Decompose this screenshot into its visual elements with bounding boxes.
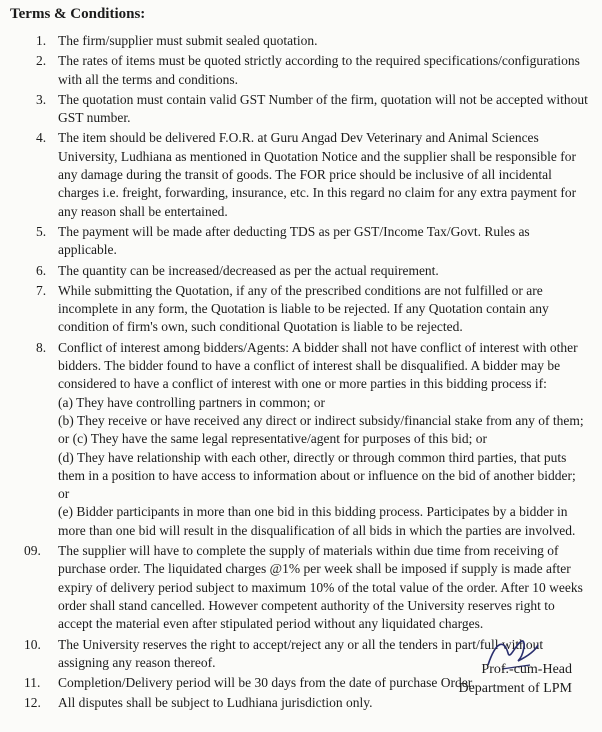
- page-title: Terms & Conditions:: [10, 6, 146, 22]
- item-number: 4.: [36, 130, 47, 146]
- list-item: [0, 282, 602, 337]
- item-number: 2.: [36, 53, 47, 69]
- signatory-title: Prof.-cum-Head: [481, 662, 572, 677]
- item-number: 12.: [24, 695, 41, 711]
- item-number: 3.: [36, 91, 47, 107]
- item-text: The firm/supplier must submit sealed quotation.: [58, 33, 318, 48]
- signature-block: [458, 660, 572, 698]
- list-item: [0, 223, 602, 260]
- item-text: The supplier will have to complete the supply of materials within due time from receiving of purchase order. The liquidated charges @1% per week shall be imposed if supply is made after expiry of delivery period subject to maximum 10% of the total value of the order. After 10 weeks order shall stand cancelled. However competent authority of the University reserves right to accept the material even after stipulated period without any liquidated charges.: [58, 543, 583, 632]
- list-item: [0, 542, 602, 633]
- item-number: 10.: [24, 636, 41, 652]
- sub-item-b: (b) They receive or have received any direct or indirect subsidy/financial stake from any of them; or (c) They have the same legal representative/agent for purposes of this bid; or: [58, 412, 584, 447]
- signatory-department: Department of LPM: [458, 681, 572, 696]
- list-item: [0, 91, 602, 128]
- sub-item-d: (d) They have relationship with each other, directly or through common third parties, that puts them in a position to have access to information about or influence on the bid of another bidder; or: [58, 449, 576, 502]
- item-text: The item should be delivered F.O.R. at Guru Angad Dev Veterinary and Animal Sciences University, Ludhiana as mentioned in Quotation Notice and the supplier shall be responsible for any damage during the transit of goods. The FOR price should be inclusive of all incidental charges i.e. freight, forwarding, insurance, etc. In this regard no claim for any extra payment for any reason shall be entertained.: [58, 130, 577, 219]
- item-text: The payment will be made after deducting TDS as per GST/Income Tax/Govt. Rules as applicable.: [58, 223, 530, 258]
- list-item: [0, 52, 602, 89]
- item-number: 5.: [36, 223, 47, 239]
- item-number: 09.: [24, 543, 41, 559]
- item-number: 1.: [36, 33, 47, 48]
- terms-list: [0, 32, 602, 715]
- sub-item-e: (e) Bidder participants in more than one bid in this bidding process. Participates by a bidder in more than one bid will result in the disqualification of all bids in which the parties are involved.: [58, 504, 576, 538]
- item-number: 8.: [36, 339, 47, 355]
- item-text: Completion/Delivery period will be 30 days from the date of purchase Order.: [58, 675, 475, 691]
- item-text: The quotation must contain valid GST Number of the firm, quotation will not be accepted without GST number.: [58, 91, 588, 126]
- list-item: [0, 129, 602, 220]
- list-item: [0, 339, 602, 540]
- item-text: All disputes shall be subject to Ludhiana jurisdiction only.: [58, 695, 373, 711]
- sub-item-a: (a) They have controlling partners in common; or: [58, 394, 326, 410]
- item-text: The rates of items must be quoted strictly according to the required specifications/configurations with all the terms and conditions.: [58, 53, 580, 87]
- item-number: 6.: [36, 262, 47, 278]
- item-text: The University reserves the right to accept/reject any or all the tenders in part/full without assigning any reason thereof.: [58, 636, 544, 670]
- item-text: While submitting the Quotation, if any of the prescribed conditions are not fulfilled or are incomplete in any form, the Quotation is liable to be rejected. If any Quotation contain any condition of firm's own, such conditional Quotation is liable to be rejected.: [58, 282, 549, 335]
- item-text: The quantity can be increased/decreased as per the actual requirement.: [58, 262, 439, 278]
- item-number: 7.: [36, 282, 47, 298]
- list-item: [0, 32, 602, 50]
- item-number: 11.: [24, 675, 41, 691]
- item-text: Conflict of interest among bidders/Agents: A bidder shall not have conflict of interest with other bidders. The bidder found to have a conflict of interest shall be disqualified. A bidder may be considered to have a conflict of interest with one or more parties in this bidding process if:: [58, 339, 578, 392]
- list-item: [0, 262, 602, 280]
